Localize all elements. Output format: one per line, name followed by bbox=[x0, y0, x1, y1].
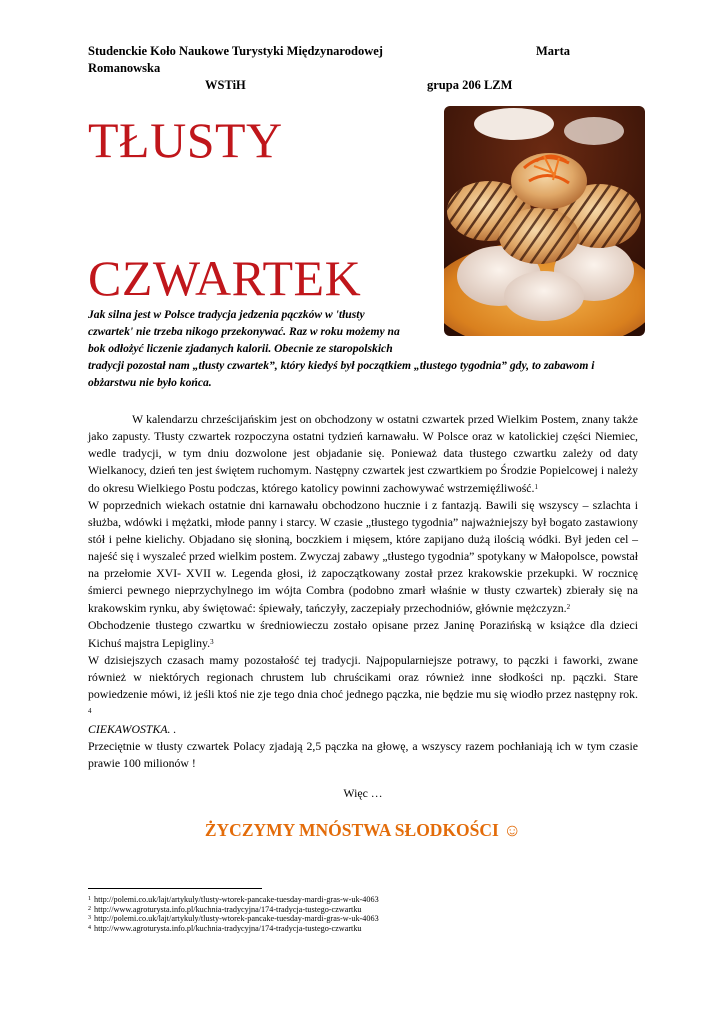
doughnuts-photo bbox=[444, 106, 645, 336]
footnote-1[interactable]: $^1$ http://polemi.co.uk/lajt/artykuly/tlusty-wtorek-pancake-tuesday-mardi-gras-w-uk-4063 bbox=[88, 895, 379, 904]
header-school: WSTiH bbox=[205, 78, 246, 92]
wish-heading: ŻYCZYMY MNÓSTWA SŁODKOŚCI ☺ bbox=[204, 820, 522, 840]
footnotes bbox=[88, 895, 379, 933]
closing-text: Więc … bbox=[343, 786, 383, 800]
title-line1: TŁUSTY bbox=[88, 112, 283, 168]
lead-line-4: tradycji pozostał nam „tłusty czwartek”, który kiedyś był początkiem „tłustego tygodnia” gdy, to zabawom i bbox=[88, 359, 595, 372]
title-line2: CZWARTEK bbox=[88, 250, 362, 306]
paragraph-history: W poprzednich wiekach ostatnie dni karnawału obchodzono hucznie i z fantazją. Bawili się wszyscy – szlachta i służba, wdówki i mężatki, młode panny i starcy. W czasie „tłustego tygodnia” najważniejszy był bogato zastawiony stół i pełne kielichy. Objadano się słoniną, boczkiem i mięsem, które zapijano dużą ilością wódki. Był jeden cel – najeść się i wyszaleć przed wielkim postem. Zwyczaj zabawy „tłustego tygodnia” spotykany w Małopolsce, powstał na przełomie XVI- XVII w. Legenda głosi, iż zapoczątkowany został przez krakowskie przekupki. W rocznicę śmierci pewnego nieprzychylnego im wójta Combra (podobno zmarł właśnie w tłusty czwartek) zbierały się na krakowskim rynku, aby świętować: śpiewały, tańczyły, zaczepiały przechodniów, głównie mężczyzn.$^2$ bbox=[88, 498, 638, 615]
header-author-last: Romanowska bbox=[88, 61, 161, 75]
header-author-first: Marta bbox=[536, 44, 571, 58]
body-text bbox=[88, 411, 638, 772]
footnote-2[interactable]: $^2$ http://www.agroturysta.info.pl/kuchnia-tradycyjna/174-tradycja-tustego-czwartku bbox=[88, 904, 362, 914]
paragraph-curiosity-label: CIEKAWOSTKA. . bbox=[88, 722, 177, 736]
lead-line-1: Jak silna jest w Polsce tradycja jedzenia pączków w 'tłusty bbox=[88, 308, 365, 321]
lead-line-5: obżarstwu nie było końca. bbox=[88, 376, 212, 389]
paragraph-middle-ages: Obchodzenie tłustego czwartku w średniowieczu zostało opisane przez Janinę Porazińską w książce dla dzieci Kichuś majstra Lepigliny.$^3$ bbox=[88, 618, 638, 650]
paragraph-calendar: W kalendarzu chrześcijańskim jest on obchodzony w ostatni czwartek przed Wielkim Postem, znany także jako zapusty. Tłusty czwartek rozpoczyna ostatni tydzień karnawału. W Polsce oraz w katolickiej części Niemiec, wedle tradycji, w tym dniu dozwolone jest objadanie się. Ponieważ data tłustego czwartku zależy od daty Wielkanocy, dzień ten jest świętem ruchomym. Następny czwartek jest czwartkiem po Środzie Popielcowej i należy do okresu Wielkiego Postu podczas, którego katolicy powinni zachowywać wstrzemięźliwość.$^1$ bbox=[88, 412, 638, 495]
lead-line-2: czwartek' nie trzeba nikogo przekonywać. Raz w roku możemy na bbox=[88, 325, 400, 338]
footnote-4[interactable]: $^4$ http://www.agroturysta.info.pl/kuchnia-tradycyjna/174-tradycja-tustego-czwartku bbox=[88, 923, 362, 933]
header-group: grupa 206 LZM bbox=[427, 78, 513, 92]
footnote-separator bbox=[88, 888, 262, 889]
paragraph-today: W dzisiejszych czasach mamy pozostałość tej tradycji. Najpopularniejsze potrawy, to pączki i faworki, zwane również w niektórych regionach chrustem lub chruścikami oraz również inne słodkości np. pączki. Stare powiedzenie mówi, iż jeśli ktoś nie zje tego dnia choć jednego pączka, nie będzie mu się wiodło przez następny rok. $^4$ bbox=[88, 653, 638, 715]
header-org: Studenckie Koło Naukowe Turystyki Międzynarodowej bbox=[88, 44, 383, 58]
paragraph-curiosity: Przeciętnie w tłusty czwartek Polacy zjadają 2,5 pączka na głowę, a wszyscy razem pochłaniają ich w tym czasie prawie 100 milionów ! bbox=[88, 739, 638, 770]
footnote-3[interactable]: $^3$ http://polemi.co.uk/lajt/artykuly/tlusty-wtorek-pancake-tuesday-mardi-gras-w-uk-4063 bbox=[88, 914, 379, 924]
lead-line-3: bok odłożyć liczenie zjadanych kalorii. Obecnie ze staropolskich bbox=[88, 342, 393, 355]
